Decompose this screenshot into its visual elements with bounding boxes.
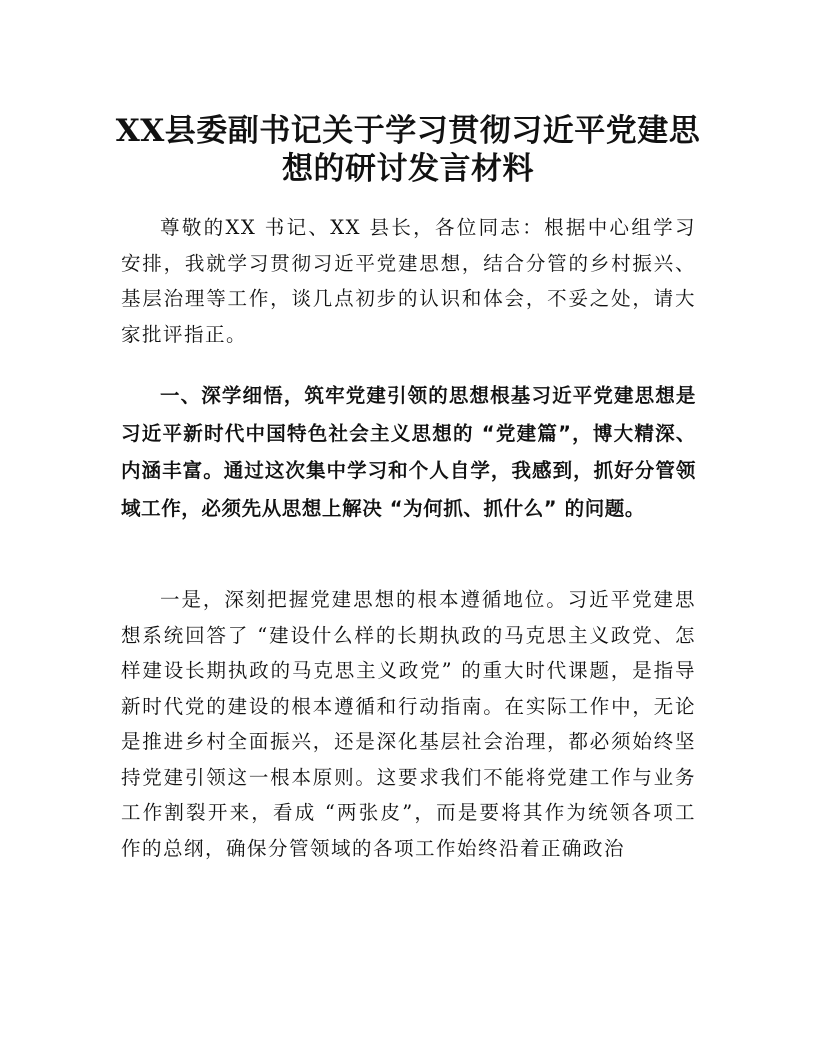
opening-paragraph: 尊敬的XX 书记、XX 县长，各位同志：根据中心组学习安排，我就学习贯彻习近平党建思想，结合分管的乡村振兴、基层治理等工作，谈几点初步的认识和体会，不妥之处，请大家批评指正。 [121, 216, 696, 346]
body-paragraph: 一是，深刻把握党建思想的根本遵循地位。习近平党建思想系统回答了 “建设什么样的长期执政的马克思主义政党、怎样建设长期执政的马克思主义政党” 的重大时代课题，是指导新时代党的建设的根本遵循和行动指南。在实际工作中，无论是推进乡村全面振兴，还是深化基层社会治理，都必须始终坚持党建引领这一根本原则。这要求我们不能将党建工作与业务工作割裂开来，看成 “两张皮”，而是要将其作为统领各项工作的总纲，确保分管领域的各项工作始终沿着正确政治 [121, 588, 696, 860]
section-heading-paragraph: 一、深学细悟，筑牢党建引领的思想根基习近平党建思想是习近平新时代中国特色社会主义思想的 “党建篇”，博大精深、内涵丰富。通过这次集中学习和个人自学，我感到，抓好分管领域工作，必须先从思想上解决 “为何抓、抓什么” 的问题。 [121, 384, 696, 520]
document-title: XX县委副书记关于学习贯彻习近平党建思想的研讨发言材料 [115, 113, 701, 187]
